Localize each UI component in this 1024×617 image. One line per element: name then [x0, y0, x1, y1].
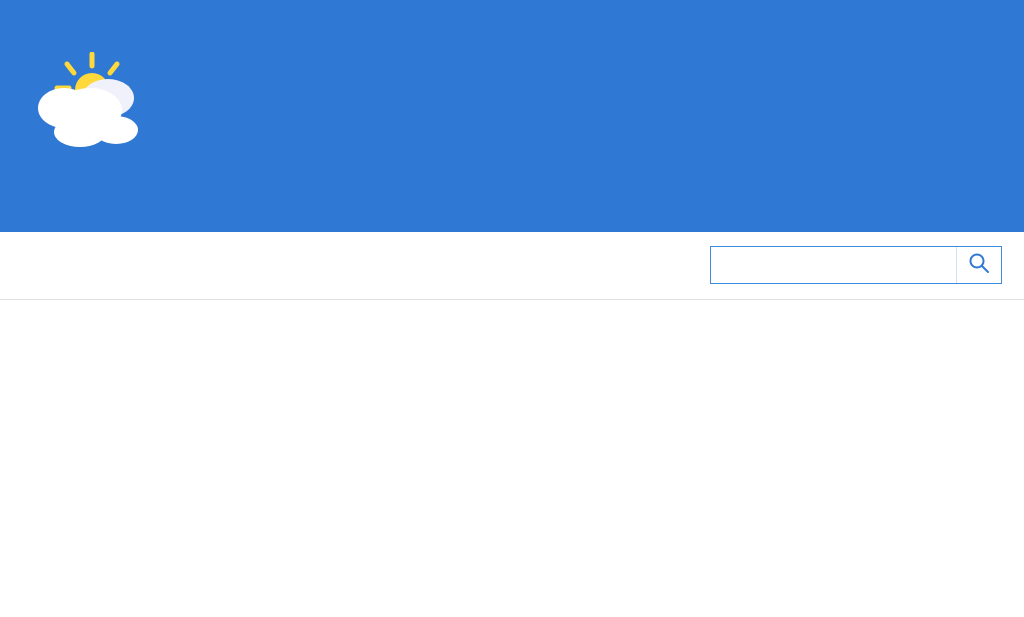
city-search-box[interactable] [710, 246, 1002, 284]
search-input[interactable] [711, 247, 956, 283]
search-icon [967, 251, 991, 280]
search-button[interactable] [956, 247, 1001, 283]
tab-bar [0, 232, 1024, 300]
ten-day-forecast [0, 300, 1024, 617]
sun-behind-cloud-icon [30, 52, 160, 152]
weather-header [0, 0, 1024, 232]
temperature-line-chart [0, 480, 1024, 617]
